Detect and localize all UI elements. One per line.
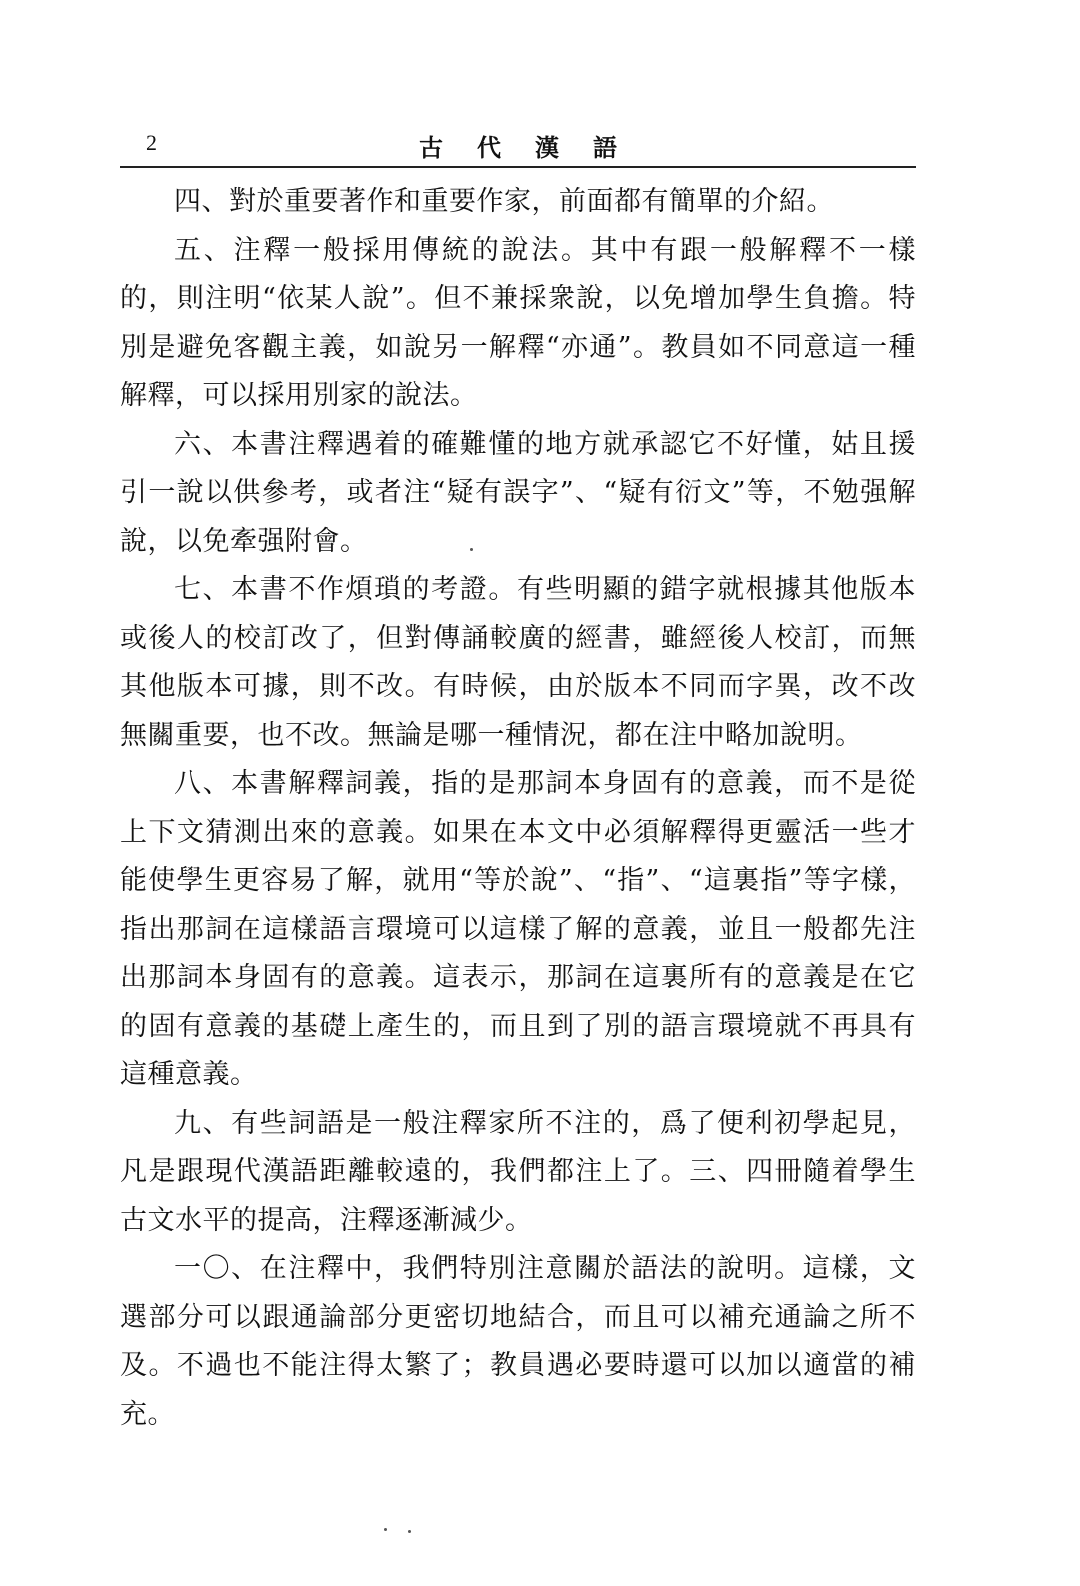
paragraph-8: 八、本書解釋詞義，指的是那詞本身固有的意義，而不是從上下文猜測出來的意義。如果在本文中必須解釋得更靈活一些才能使學生更容易了解，就用“等於說”、“指”、“這裏指”等字樣，指出那詞在這樣語言環境可以這樣了解的意義，並且一般都先注出那詞本身固有的意義。這表示，那詞在這裏所有的意義是在它的固有意義的基礎上產生的，而且到了別的語言環境就不再具有這種意義。 (120, 768, 916, 1090)
page-number: 2 (146, 130, 157, 155)
scan-speck (384, 1528, 387, 1531)
scan-speck (408, 1530, 411, 1533)
scan-speck (470, 548, 473, 551)
paragraph-9: 九、有些詞語是一般注釋家所不注的，爲了便利初學起見，凡是跟現代漢語距離較遠的，我們都注上了。三、四冊隨着學生古文水平的提高，注釋逐漸減少。 (120, 1107, 916, 1236)
paragraph-7: 七、本書不作煩瑣的考證。有些明顯的錯字就根據其他版本或後人的校訂改了，但對傳誦較廣的經書，雖經後人校訂，而無其他版本可據，則不改。有時候，由於版本不同而字異，改不改無關重要，也不改。無論是哪一種情況，都在注中略加說明。 (120, 574, 916, 751)
paragraph-6: 六、本書注釋遇着的確難懂的地方就承認它不好懂，姑且援引一說以供參考，或者注“疑有誤字”、“疑有衍文”等，不勉强解說，以免牽强附會。 (120, 428, 916, 557)
paragraph-5: 五、注釋一般採用傳統的說法。其中有跟一般解釋不一樣的，則注明“依某人說”。但不兼採衆說，以免增加學生負擔。特別是避免客觀主義，如說另一解釋“亦通”。教員如不同意這一種解釋，可以採用別家的說法。 (120, 234, 916, 411)
paragraph-10: 一〇、在注釋中，我們特別注意關於語法的說明。這樣，文選部分可以跟通論部分更密切地結合，而且可以補充通論之所不及。不過也不能注得太繁了；教員遇必要時還可以加以適當的補充。 (120, 1253, 916, 1430)
running-title: 古代漢語 (419, 133, 651, 162)
paragraph-4: 四、對於重要著作和重要作家，前面都有簡單的介紹。 (174, 186, 834, 217)
page-header (120, 122, 916, 168)
page-body (120, 178, 916, 1439)
